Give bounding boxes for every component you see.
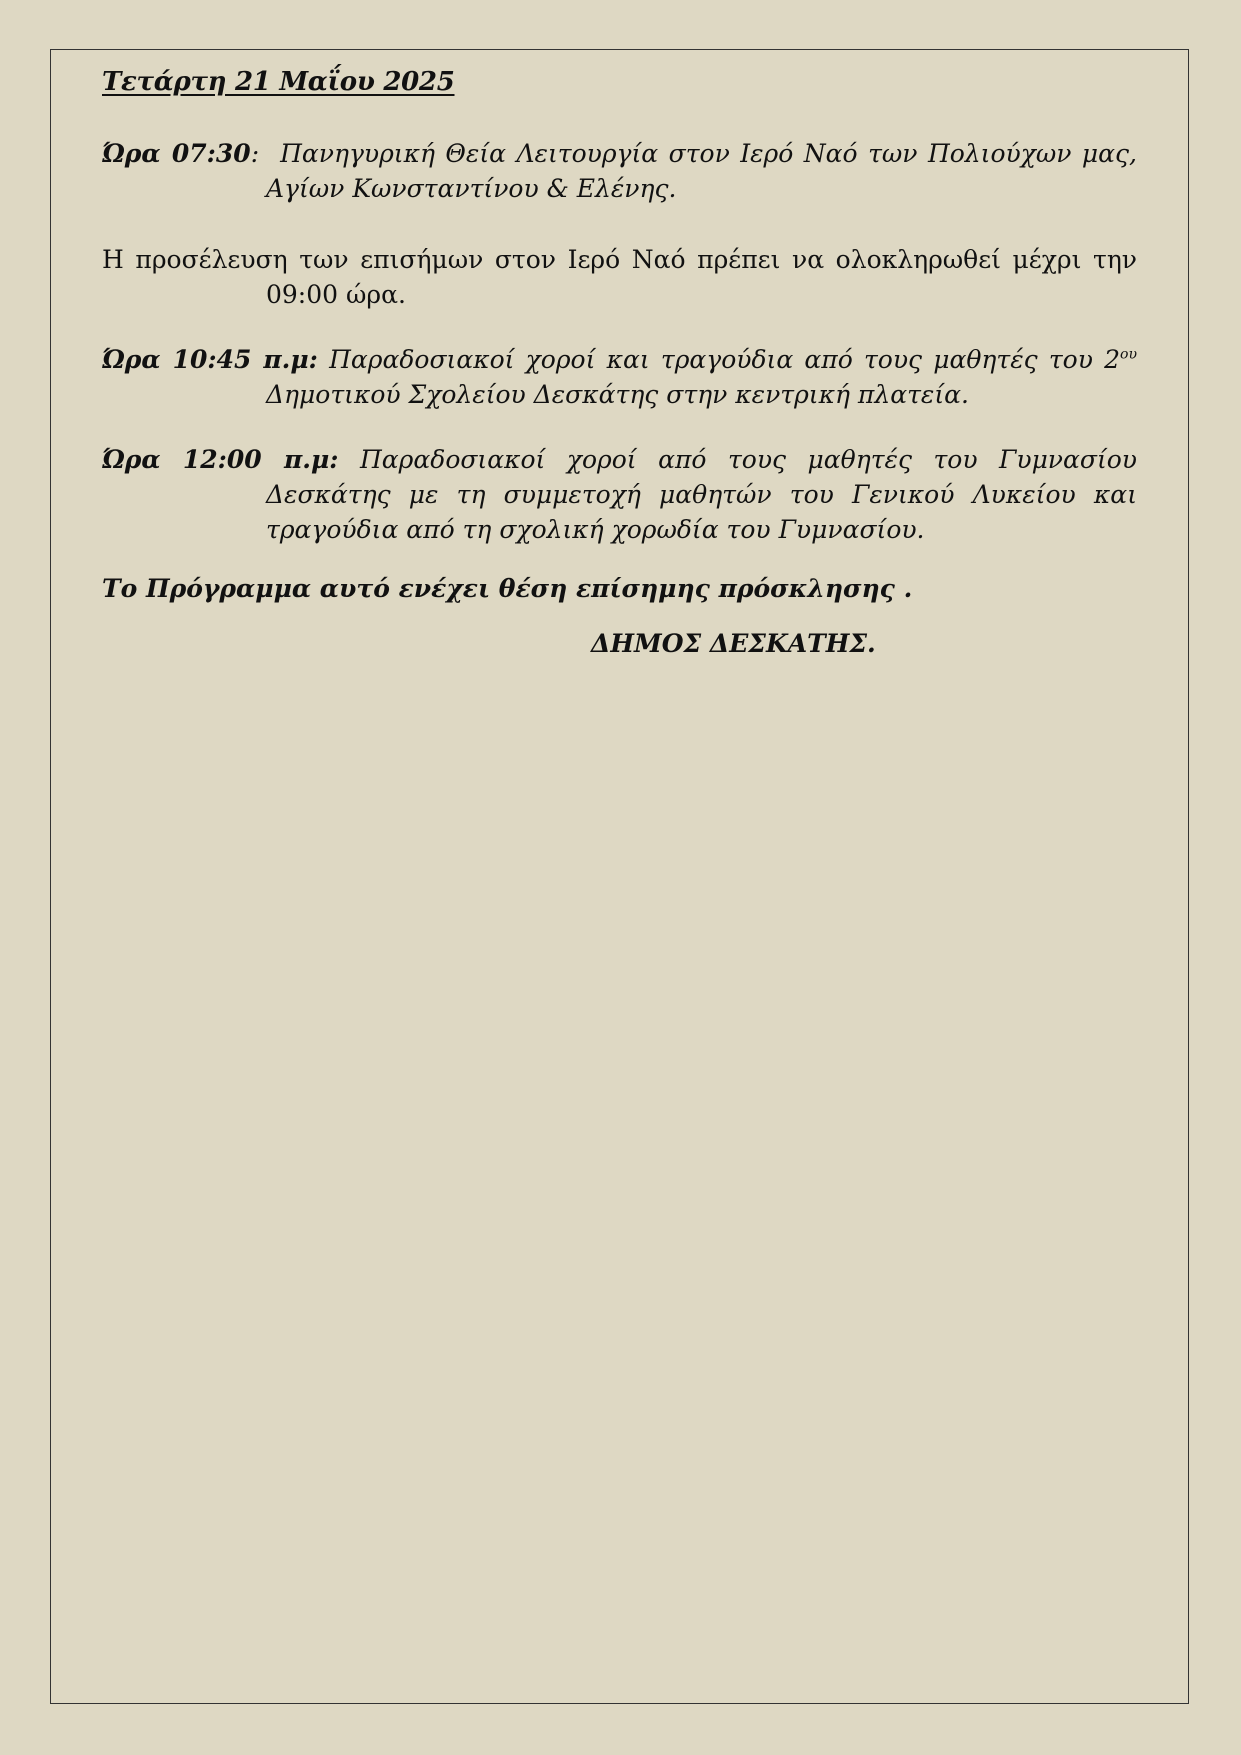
invitation-note: Το Πρόγραμμα αυτό ενέχει θέση επίσημης πρόσκλησης . xyxy=(102,574,913,603)
schedule-description: Παραδοσιακοί χοροί από τους μαθητές του Γυμνασίου Δεσκάτης με τη συμμετοχή μαθητών του Γενικού Λυκείου και τραγούδια από τη σχολική χορωδία του Γυμνασίου. xyxy=(266,445,1138,544)
schedule-item-1045 xyxy=(102,342,1137,412)
attendance-note-text: Η προσέλευση των επισήμων στον Ιερό Ναό πρέπει να ολοκληρωθεί μέχρι την 09:00 ώρα. xyxy=(102,245,1137,309)
schedule-description-start: Παραδοσιακοί χοροί και τραγούδια από τους μαθητές του 2 xyxy=(329,345,1121,374)
ordinal-superscript: ου xyxy=(1120,346,1137,363)
document-body xyxy=(102,62,1137,661)
schedule-time-label: Ώρα 07:30 xyxy=(102,139,251,168)
schedule-item-0730 xyxy=(102,136,1137,206)
attendance-note xyxy=(102,242,1137,312)
schedule-description-end: Δημοτικού Σχολείου Δεσκάτης στην κεντρική πλατεία. xyxy=(266,380,969,409)
schedule-time-separator: : xyxy=(250,139,260,168)
schedule-description: Πανηγυρική Θεία Λειτουργία στον Ιερό Ναό των Πολιούχων μας, Αγίων Κωνσταντίνου & Ελένης. xyxy=(266,139,1137,203)
municipality-signature: ΔΗΜΟΣ ΔΕΣΚΑΤΗΣ. xyxy=(591,629,876,658)
schedule-item-1200 xyxy=(102,442,1137,547)
schedule-time-label: Ώρα 10:45 π.μ: xyxy=(102,345,318,374)
schedule-time-label: Ώρα 12:00 π.μ: xyxy=(102,445,339,474)
date-heading: Τετάρτη 21 Μαΐου 2025 xyxy=(102,67,455,97)
